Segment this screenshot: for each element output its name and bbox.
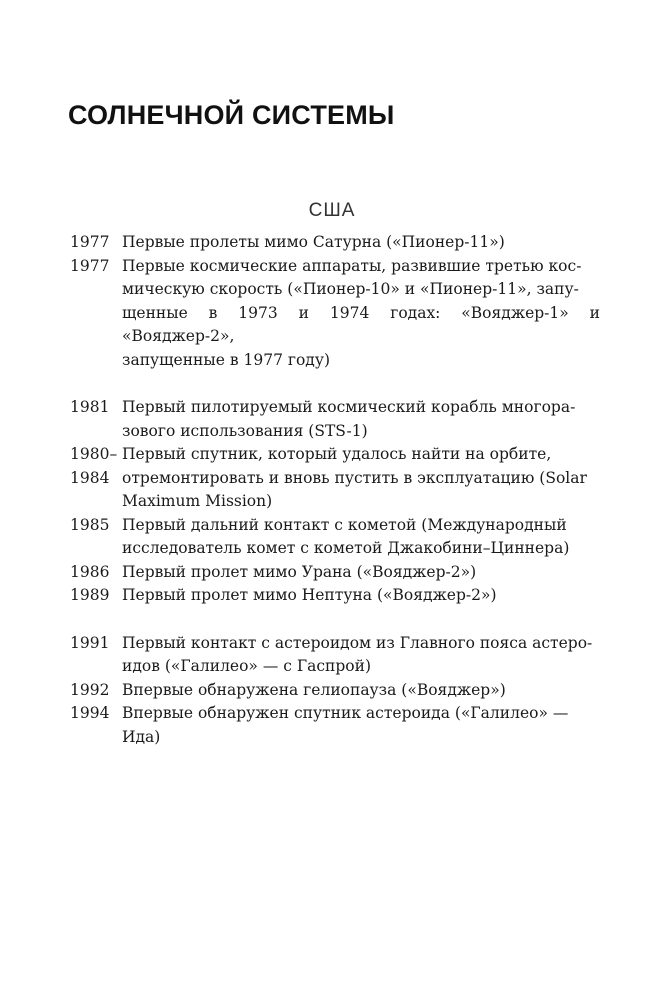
- timeline-entry: [70, 443, 600, 514]
- entry-text: Первые пролеты мимо Сатурна («Пионер-11»): [122, 233, 505, 251]
- timeline-entry: [70, 679, 600, 703]
- entry-year: 1985: [70, 515, 110, 534]
- entry-text: Впервые обнаружена гелиопауза («Вояджер»): [122, 680, 506, 699]
- entry-year: 1989: [70, 586, 110, 604]
- timeline-entry: [70, 231, 600, 255]
- timeline-entry: [70, 514, 600, 561]
- entry-text: Первые космические аппараты, развившие третью кос- мическую скорость («Пионер-10» и «Пионер-11», запу- щенные в 1973 и 1974 годах: «Вояджер-1» и «Вояджер-2», запущенные в 1977 году): [122, 256, 600, 369]
- entry-year: 1977: [70, 233, 110, 251]
- entry-year: 1994: [70, 704, 110, 722]
- entry-text: Первый контакт с астероидом из Главного пояса астеро- идов («Галилео» — с Гаспрой): [122, 633, 593, 675]
- entry-text: Первый пилотируемый космический корабль многора- зового использования (STS-1): [122, 398, 576, 440]
- chapter-title: СОЛНЕЧНОЙ СИСТЕМЫ: [68, 100, 395, 130]
- timeline-entry: [70, 561, 600, 585]
- entry-text: Первый спутник, который удалось найти на орбите, отремонтировать и вновь пустить в эксплуатацию (Solar Maximum Mission): [122, 445, 587, 510]
- entry-year: 1992: [70, 680, 110, 699]
- entry-text: Первый дальний контакт с кометой (Международный исследователь комет с кометой Джакобини–Циннера): [122, 515, 570, 557]
- timeline-list: [70, 231, 600, 749]
- entry-text: Первый пролет мимо Нептуна («Вояджер-2»): [122, 586, 497, 604]
- timeline-entry: [70, 584, 600, 608]
- timeline-entry: [70, 255, 600, 373]
- timeline-entry: [70, 396, 600, 443]
- entry-text: Впервые обнаружен спутник астероида («Галилео» — Ида): [122, 704, 569, 746]
- entry-year: 1991: [70, 633, 110, 652]
- timeline-entry: [70, 632, 600, 679]
- timeline-entry: [70, 702, 600, 749]
- entry-year: 1977: [70, 256, 110, 275]
- entry-text: Первый пролет мимо Урана («Вояджер-2»): [122, 562, 477, 581]
- entry-year: 1981: [70, 398, 110, 416]
- entry-year: 1986: [70, 562, 110, 581]
- entry-year: 1980– 1984: [70, 445, 118, 487]
- section-title: США: [308, 200, 356, 221]
